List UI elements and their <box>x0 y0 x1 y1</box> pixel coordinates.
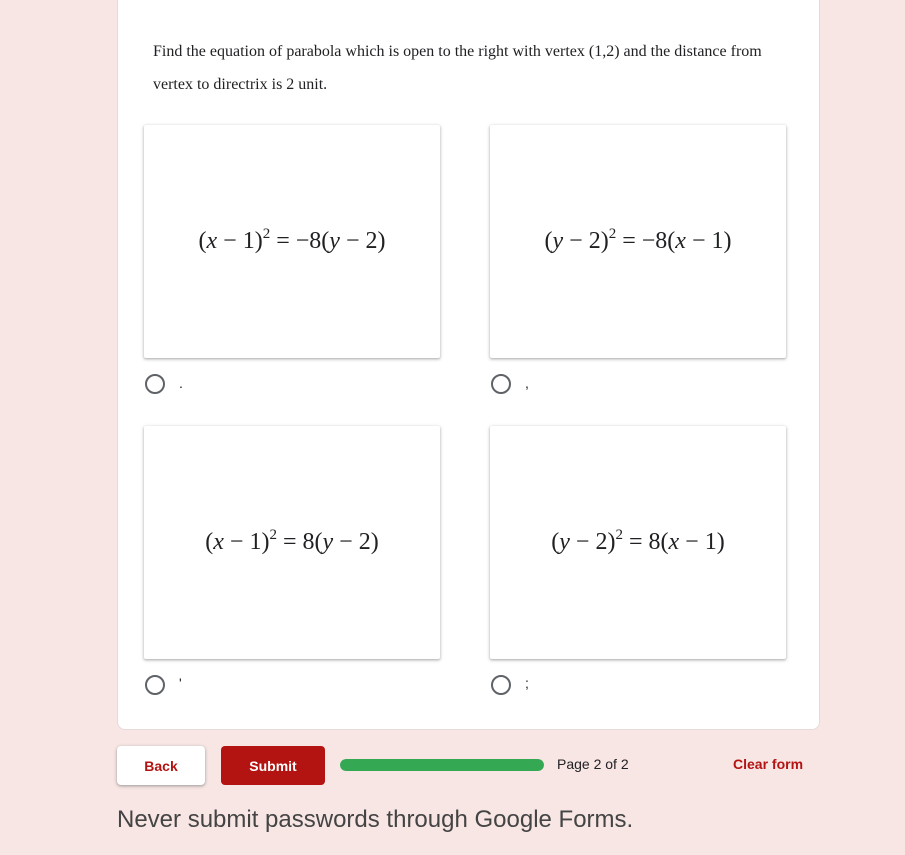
option-equation-4: $(y - 2)^2 = 8(x - 1)$ <box>551 527 725 555</box>
option-radio-label-4: ; <box>525 675 529 691</box>
option-radio-1[interactable] <box>145 374 165 394</box>
option-card-2 <box>490 125 786 358</box>
submit-button[interactable]: Submit <box>221 746 325 785</box>
back-button[interactable]: Back <box>117 746 205 785</box>
question-card <box>117 0 820 730</box>
progress-fill <box>340 759 544 771</box>
option-equation-2: $(y - 2)^2 = -8(x - 1)$ <box>544 226 732 254</box>
option-radio-3[interactable] <box>145 675 165 695</box>
password-warning: Never submit passwords through Google Forms. <box>117 806 634 833</box>
option-radio-4[interactable] <box>491 675 511 695</box>
option-card-1 <box>144 125 440 358</box>
option-radio-label-1: . <box>179 375 183 391</box>
option-equation-3: $(x - 1)^2 = 8(y - 2)$ <box>205 527 379 555</box>
option-radio-2[interactable] <box>491 374 511 394</box>
clear-form-button[interactable]: Clear form <box>733 756 804 772</box>
question-text: Find the equation of parabola which is open to the right with vertex (1,2) and the distance from vertex to directrix is 2 unit. <box>153 43 762 93</box>
progress-bar <box>340 759 544 771</box>
option-card-3 <box>144 426 440 659</box>
option-equation-1: $(x - 1)^2 = -8(y - 2)$ <box>198 226 386 254</box>
option-radio-label-3: ' <box>179 675 182 691</box>
option-radio-label-2: , <box>525 375 529 391</box>
option-card-4 <box>490 426 786 659</box>
page-indicator: Page 2 of 2 <box>557 756 629 772</box>
